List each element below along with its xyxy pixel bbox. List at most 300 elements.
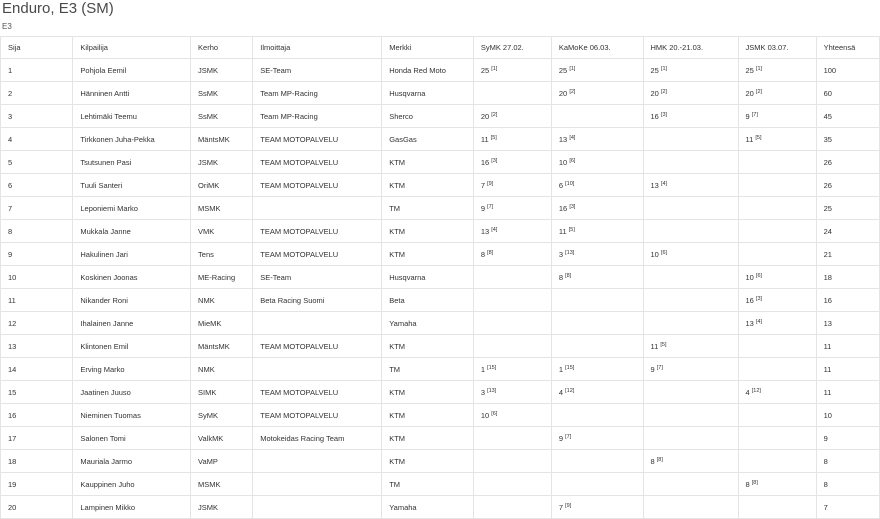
table-row [1,266,880,289]
round-1-points-cell [473,404,551,427]
round-1-points-cell [473,289,551,312]
round-placing: [13] [487,388,497,394]
entrant-cell [253,450,382,473]
brand-cell: GasGas [382,128,474,151]
club-cell: JSMK [191,496,253,519]
position-cell: 7 [1,197,73,220]
column-header-club: Kerho [191,37,253,59]
entrant-cell [253,197,382,220]
table-row [1,197,880,220]
round-points: 8 [650,457,655,466]
brand-cell: KTM [382,151,474,174]
round-2-points-cell [551,128,643,151]
total-points-cell: 8 [816,473,879,496]
table-row [1,473,880,496]
round-2-points-cell [551,496,643,519]
brand-cell: KTM [382,174,474,197]
entrant-cell: TEAM MOTOPALVELU [253,128,382,151]
rider-name-cell: Pohjola Eemil [73,59,191,82]
round-placing: [6] [755,273,763,279]
brand-cell: Sherco [382,105,474,128]
round-1-points-cell [473,105,551,128]
total-points-cell: 11 [816,381,879,404]
entrant-cell: TEAM MOTOPALVELU [253,220,382,243]
round-2-points-cell [551,266,643,289]
round-1-points-cell [473,427,551,450]
round-points: 4 [558,388,564,397]
rider-name-cell: Lampinen Mikko [73,496,191,519]
position-cell: 8 [1,220,73,243]
round-points: 20 [480,112,490,121]
brand-cell: Yamaha [382,496,474,519]
round-3-points-cell [643,473,738,496]
rider-name-cell: Koskinen Joonas [73,266,191,289]
round-placing: [8] [565,273,572,279]
round-1-points-cell [473,151,551,174]
entrant-cell: SE-Team [253,266,382,289]
round-3-points-cell [643,381,738,404]
round-points: 8 [558,273,564,282]
round-2-points-cell [551,427,643,450]
round-2-points-cell [551,197,643,220]
round-4-points-cell [738,174,816,197]
round-4-points-cell [738,243,816,266]
table-row [1,358,880,381]
round-placing: [5] [755,135,762,141]
position-cell: 5 [1,151,73,174]
round-points: 8 [745,480,750,489]
round-4-points-cell [738,404,816,427]
round-points: 3 [558,250,564,259]
round-points: 11 [480,135,489,144]
round-1-points-cell [473,128,551,151]
column-header-entrant: Ilmoittaja [253,37,382,59]
round-2-points-cell [551,312,643,335]
round-points: 8 [480,250,485,259]
table-row [1,312,880,335]
club-cell: SsMK [191,82,253,105]
round-4-points-cell [738,59,816,82]
round-4-points-cell [738,473,816,496]
entrant-cell: TEAM MOTOPALVELU [253,335,382,358]
round-1-points-cell [473,312,551,335]
rider-name-cell: Kauppinen Juho [73,473,191,496]
round-1-points-cell [473,59,551,82]
round-4-points-cell [738,128,816,151]
position-cell: 12 [1,312,73,335]
position-cell: 20 [1,496,73,519]
total-points-cell: 26 [816,151,879,174]
total-points-cell: 16 [816,289,879,312]
position-cell: 10 [1,266,73,289]
total-points-cell: 18 [816,266,879,289]
round-2-points-cell [551,243,643,266]
total-points-cell: 9 [816,427,879,450]
position-cell: 19 [1,473,73,496]
round-points: 7 [558,503,564,512]
round-3-points-cell [643,289,738,312]
round-placing: [7] [565,434,572,440]
rider-name-cell: Tsutsunen Pasi [73,151,191,174]
position-cell: 14 [1,358,73,381]
round-3-points-cell [643,266,738,289]
column-header-round-2: KaMoKe 06.03. [551,37,643,59]
club-cell: VaMP [191,450,253,473]
rider-name-cell: Klintonen Emil [73,335,191,358]
rider-name-cell: Tirkkonen Juha-Pekka [73,128,191,151]
table-row [1,450,880,473]
column-header-round-3: HMK 20.-21.03. [643,37,738,59]
table-row [1,220,880,243]
brand-cell: KTM [382,427,474,450]
position-cell: 16 [1,404,73,427]
total-points-cell: 100 [816,59,879,82]
brand-cell: TM [382,197,474,220]
entrant-cell: Motokeidas Racing Team [253,427,382,450]
column-header-brand: Merkki [382,37,474,59]
round-placing: [3] [660,112,668,118]
round-points: 7 [480,181,485,190]
table-row [1,105,880,128]
round-placing: [6] [491,411,498,417]
round-placing: [15] [487,365,497,371]
round-placing: [6] [660,250,668,256]
round-points: 9 [480,204,485,213]
round-4-points-cell [738,197,816,220]
round-placing: [8] [751,480,758,486]
round-points: 1 [558,365,564,374]
results-table [0,36,880,519]
round-points: 20 [650,89,659,98]
round-1-points-cell [473,335,551,358]
total-points-cell: 21 [816,243,879,266]
round-4-points-cell [738,496,816,519]
round-3-points-cell [643,197,738,220]
header-row [1,37,880,59]
entrant-cell [253,473,382,496]
total-points-cell: 13 [816,312,879,335]
entrant-cell: TEAM MOTOPALVELU [253,404,382,427]
round-3-points-cell [643,220,738,243]
position-cell: 3 [1,105,73,128]
brand-cell: KTM [382,381,474,404]
round-points: 16 [745,296,754,305]
entrant-cell: Team MP-Racing [253,105,382,128]
round-points: 10 [480,411,490,420]
round-placing: [9] [565,503,572,509]
entrant-cell: Beta Racing Suomi [253,289,382,312]
round-placing: [1] [491,66,498,72]
round-points: 13 [480,227,490,236]
position-cell: 18 [1,450,73,473]
round-points: 3 [480,388,485,397]
club-cell: SIMK [191,381,253,404]
rider-name-cell: Jaatinen Juuso [73,381,191,404]
round-1-points-cell [473,243,551,266]
round-points: 1 [480,365,485,374]
round-points: 25 [745,66,754,75]
round-placing: [2] [755,89,763,95]
round-points: 25 [480,66,490,75]
round-placing: [4] [491,227,498,233]
club-cell: MSMK [191,473,253,496]
round-1-points-cell [473,197,551,220]
round-points: 9 [745,112,750,121]
total-points-cell: 7 [816,496,879,519]
table-row [1,59,880,82]
round-1-points-cell [473,174,551,197]
round-3-points-cell [643,82,738,105]
round-placing: [13] [565,250,575,256]
round-points: 10 [650,250,659,259]
table-row [1,496,880,519]
round-placing: [2] [569,89,576,95]
table-row [1,335,880,358]
round-2-points-cell [551,82,643,105]
round-3-points-cell [643,174,738,197]
total-points-cell: 10 [816,404,879,427]
round-2-points-cell [551,381,643,404]
round-3-points-cell [643,496,738,519]
club-cell: ValkMK [191,427,253,450]
round-placing: [9] [487,181,494,187]
column-header-round-4: JSMK 03.07. [738,37,816,59]
round-3-points-cell [643,312,738,335]
round-3-points-cell [643,59,738,82]
round-placing: [8] [656,457,663,463]
round-placing: [1] [569,66,576,72]
round-4-points-cell [738,381,816,404]
brand-cell: KTM [382,450,474,473]
table-row [1,243,880,266]
round-placing: [7] [487,204,494,210]
round-1-points-cell [473,82,551,105]
round-points: 6 [558,181,564,190]
round-placing: [1] [755,66,763,72]
round-points: 11 [650,342,659,351]
round-points: 10 [745,273,754,282]
rider-name-cell: Leponiemi Marko [73,197,191,220]
table-row [1,151,880,174]
round-2-points-cell [551,174,643,197]
entrant-cell [253,496,382,519]
class-subtitle: E3 [2,22,12,31]
round-4-points-cell [738,450,816,473]
club-cell: ME-Racing [191,266,253,289]
round-placing: [12] [565,388,575,394]
round-2-points-cell [551,105,643,128]
table-row [1,174,880,197]
round-2-points-cell [551,404,643,427]
round-placing: [7] [751,112,758,118]
rider-name-cell: Mukkala Janne [73,220,191,243]
club-cell: OriMK [191,174,253,197]
round-placing: [4] [755,319,763,325]
round-4-points-cell [738,358,816,381]
round-placing: [10] [565,181,575,187]
rider-name-cell: Lehtimäki Teemu [73,105,191,128]
club-cell: SsMK [191,105,253,128]
round-placing: [15] [565,365,575,371]
club-cell: MäntsMK [191,128,253,151]
brand-cell: KTM [382,243,474,266]
rider-name-cell: Hakulinen Jari [73,243,191,266]
round-points: 25 [558,66,568,75]
round-points: 20 [745,89,754,98]
round-4-points-cell [738,105,816,128]
rider-name-cell: Hänninen Antti [73,82,191,105]
total-points-cell: 24 [816,220,879,243]
table-row [1,404,880,427]
rider-name-cell: Salonen Tomi [73,427,191,450]
round-2-points-cell [551,289,643,312]
round-points: 16 [480,158,490,167]
position-cell: 15 [1,381,73,404]
table-row [1,289,880,312]
club-cell: MieMK [191,312,253,335]
total-points-cell: 26 [816,174,879,197]
round-4-points-cell [738,151,816,174]
entrant-cell [253,312,382,335]
column-header-round-1: SyMK 27.02. [473,37,551,59]
column-header-position: Sija [1,37,73,59]
round-points: 11 [558,227,567,236]
position-cell: 4 [1,128,73,151]
round-placing: [4] [660,181,668,187]
total-points-cell: 8 [816,450,879,473]
page-title: Enduro, E3 (SM) [2,0,114,17]
position-cell: 17 [1,427,73,450]
total-points-cell: 25 [816,197,879,220]
position-cell: 2 [1,82,73,105]
round-4-points-cell [738,312,816,335]
entrant-cell: TEAM MOTOPALVELU [253,243,382,266]
round-3-points-cell [643,105,738,128]
table-row [1,128,880,151]
brand-cell: Honda Red Moto [382,59,474,82]
entrant-cell: SE-Team [253,59,382,82]
round-1-points-cell [473,266,551,289]
position-cell: 9 [1,243,73,266]
round-points: 13 [745,319,754,328]
round-placing: [5] [568,227,575,233]
round-placing: [2] [660,89,668,95]
round-placing: [4] [569,135,576,141]
club-cell: SyMK [191,404,253,427]
club-cell: Tens [191,243,253,266]
round-3-points-cell [643,151,738,174]
round-4-points-cell [738,335,816,358]
round-3-points-cell [643,450,738,473]
round-4-points-cell [738,82,816,105]
club-cell: NMK [191,358,253,381]
club-cell: JSMK [191,151,253,174]
round-placing: [2] [491,112,498,118]
column-header-rider: Kilpailija [73,37,191,59]
entrant-cell [253,358,382,381]
table-row [1,82,880,105]
round-placing: [3] [569,204,576,210]
round-points: 4 [745,388,750,397]
round-1-points-cell [473,450,551,473]
brand-cell: KTM [382,335,474,358]
brand-cell: TM [382,358,474,381]
round-points: 11 [745,135,754,144]
round-points: 9 [558,434,564,443]
total-points-cell: 11 [816,358,879,381]
round-points: 16 [650,112,659,121]
position-cell: 1 [1,59,73,82]
rider-name-cell: Nikander Roni [73,289,191,312]
rider-name-cell: Mauriala Jarmo [73,450,191,473]
round-4-points-cell [738,266,816,289]
entrant-cell: Team MP-Racing [253,82,382,105]
round-points: 13 [650,181,659,190]
position-cell: 13 [1,335,73,358]
round-4-points-cell [738,289,816,312]
entrant-cell: TEAM MOTOPALVELU [253,381,382,404]
round-2-points-cell [551,358,643,381]
round-3-points-cell [643,404,738,427]
round-3-points-cell [643,358,738,381]
column-header-total: Yhteensä [816,37,879,59]
round-2-points-cell [551,151,643,174]
round-1-points-cell [473,473,551,496]
round-points: 16 [558,204,568,213]
table-row [1,381,880,404]
total-points-cell: 60 [816,82,879,105]
brand-cell: KTM [382,404,474,427]
round-placing: [3] [755,296,763,302]
round-points: 10 [558,158,568,167]
club-cell: MäntsMK [191,335,253,358]
brand-cell: TM [382,473,474,496]
round-1-points-cell [473,220,551,243]
round-1-points-cell [473,496,551,519]
round-placing: [8] [487,250,494,256]
brand-cell: KTM [382,220,474,243]
rider-name-cell: Erving Marko [73,358,191,381]
entrant-cell: TEAM MOTOPALVELU [253,174,382,197]
results-table-body [1,59,880,519]
round-placing: [12] [751,388,761,394]
round-placing: [5] [660,342,667,348]
round-3-points-cell [643,243,738,266]
round-2-points-cell [551,59,643,82]
round-points: 13 [558,135,568,144]
position-cell: 11 [1,289,73,312]
round-2-points-cell [551,335,643,358]
round-2-points-cell [551,450,643,473]
round-placing: [5] [490,135,497,141]
table-row [1,427,880,450]
total-points-cell: 35 [816,128,879,151]
round-placing: [6] [569,158,576,164]
round-points: 9 [650,365,655,374]
club-cell: VMK [191,220,253,243]
entrant-cell: TEAM MOTOPALVELU [253,151,382,174]
round-1-points-cell [473,381,551,404]
rider-name-cell: Ihalainen Janne [73,312,191,335]
club-cell: NMK [191,289,253,312]
round-2-points-cell [551,473,643,496]
round-3-points-cell [643,128,738,151]
round-points: 25 [650,66,659,75]
club-cell: MSMK [191,197,253,220]
rider-name-cell: Nieminen Tuomas [73,404,191,427]
brand-cell: Yamaha [382,312,474,335]
rider-name-cell: Tuuli Santeri [73,174,191,197]
